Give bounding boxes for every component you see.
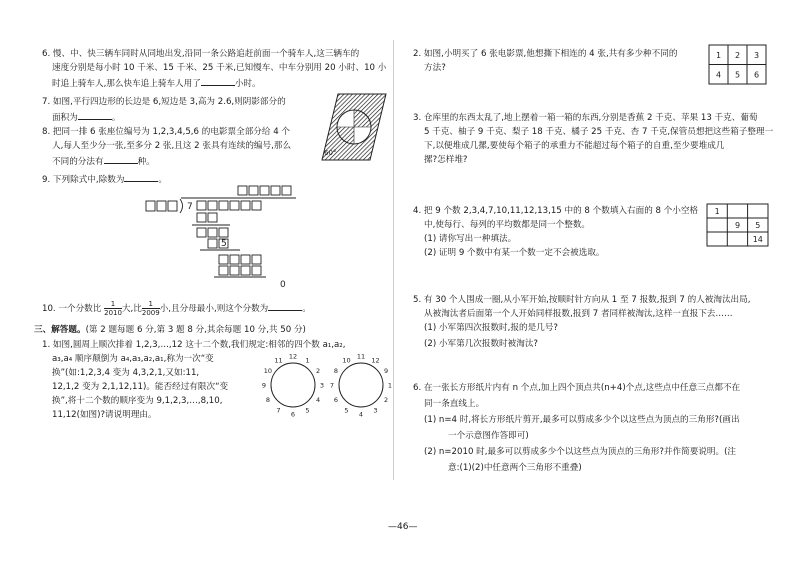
r-q6-line4: 一个示意图作答即可) [448, 431, 529, 441]
circle-number-label: 11 [274, 356, 283, 365]
ticket-number: 4 [715, 70, 722, 80]
r-q2-line2: 方法? [424, 63, 446, 73]
number-circle-original [258, 350, 328, 420]
answer-blank [78, 110, 112, 120]
q8-line1: 8. 把同一排 6 张座位编号为 1,2,3,4,5,6 的电影票全部分给 4 个 [42, 127, 291, 137]
r-q2-line1: 2. 如图,小明买了 6 张电影票,他想撕下相连的 4 张,共有多少种不同的 [413, 49, 678, 59]
circle-number-label: 9 [261, 381, 267, 390]
r-q4-line2: 中,使每行、每列的平均数都是同一个整数。 [424, 220, 591, 230]
r-q3-line3: 下,以便堆成几摞,要使每个箱子的承重力不能超过每个箱子的自重,至少要堆成几 [424, 141, 725, 151]
q9-line1-suffix: 。 [158, 175, 168, 185]
q9-line1-text: 9. 下列除式中,除数为 [42, 175, 125, 185]
q10-line [42, 300, 311, 317]
grid-cell-number: 5 [755, 221, 761, 230]
page-number: —46— [388, 522, 418, 532]
q6-line3-suffix: 小时。 [234, 79, 261, 89]
circle-number-label: 9 [384, 367, 389, 375]
section-3-title: 三、解答题。 [34, 325, 86, 335]
parallelogram-figure [320, 88, 390, 168]
ticket-number: 6 [753, 70, 760, 80]
circle-number-label: 12 [288, 352, 298, 361]
q10-mid1: 大,比 [121, 304, 142, 314]
r-q5-line2: 从被淘汰者后面第一个人开始同样报数,报到 7 者同样被淘汰,这样一直报下去…… [424, 309, 733, 319]
circle-number-label: 2 [316, 367, 321, 375]
section-3-heading [34, 324, 306, 336]
r-q3-line4: 摞?怎样堆? [424, 155, 468, 165]
answer-blank [201, 76, 235, 86]
circle-number-label: 10 [342, 356, 351, 365]
r-q4-line4: (2) 证明 9 个数中有某一个数一定不会被选取。 [424, 248, 605, 258]
fraction-numerator: 1 [104, 300, 122, 309]
circle-number-label: 6 [290, 410, 296, 419]
q6-line3 [52, 76, 261, 90]
long-division-figure [140, 184, 300, 294]
grid-cell-number: 9 [734, 221, 741, 230]
q1-line3: 换”(如:1,2,3,4 变为 4,3,2,1,又如:11, [52, 368, 200, 378]
circle-number-label: 4 [316, 396, 321, 404]
ticket-number: 1 [715, 50, 722, 60]
r-q5-line1: 5. 有 30 个人围成一圈,从小军开始,按顺时针方向从 1 至 7 报数,报到 7 的人被淘汰出局, [413, 295, 751, 305]
r-q4-line3: (1) 请你写出一种填法。 [424, 234, 517, 244]
q9-digit-0: 0 [280, 280, 286, 290]
circle-number-label: 3 [373, 406, 378, 415]
q8-line3-text: 不同的分法有 [52, 157, 104, 167]
r-q4-line1: 4. 把 9 个数 2,3,4,7,10,11,12,13,15 中的 8 个数填入右面的 8 个小空格 [413, 206, 699, 216]
r-q6-line2: 同一条直线上。 [424, 399, 485, 409]
ticket-number: 5 [734, 70, 741, 80]
circle-number-label: 7 [276, 406, 281, 415]
answer-blank [268, 301, 302, 311]
r-q6-line5: (2) n=2010 时,最多可以剪成多少个以这些点为顶点的三角形?并作简要说明。(注 [424, 447, 737, 457]
circle-number-label: 6 [333, 396, 338, 404]
circle-number-label: 5 [305, 406, 310, 415]
q10-prefix: 10. 一个分数比 [42, 304, 102, 314]
answer-blank [124, 172, 158, 182]
circle-number-label: 10 [263, 367, 273, 375]
circle-number-label: 11 [356, 352, 366, 361]
q7-line2-text: 面积为 [52, 113, 78, 123]
q1-line1: 1. 如图,圆周上顺次排着 1,2,3,…,12 这十二个数,我们规定:相邻的四个数 a₁,a₂, [42, 340, 346, 350]
section-3-note: (第 2 题每题 6 分,第 3 题 8 分,其余每题 10 分,共 50 分) [85, 325, 306, 335]
q1-line4: 12,1,2 变为 2,1,12,11)。能否经过有限次“变 [52, 382, 229, 392]
q7-line2 [52, 110, 120, 124]
q1-line2: a₃,a₄ 顺序颠倒为 a₄,a₃,a₂,a₁,称为一次“变 [52, 354, 214, 364]
r-q6-line3: (1) n=4 时,将长方形纸片剪开,最多可以剪成多少个以这些点为顶点的三角形?(画出 [424, 415, 740, 425]
q7-line1: 7. 如图,平行四边形的长边是 6,短边是 3,高为 2.6,则阴影部分的 [42, 97, 286, 107]
fraction-1-2009 [142, 300, 160, 317]
q10-mid2: 小,且分母最小,则这个分数为 [159, 304, 269, 314]
r-q3-line1: 3. 仓库里的东西太乱了,地上摆着一箱一箱的东西,分别是香蕉 2 千克、苹果 13 千克、葡萄 [413, 113, 758, 123]
circle-number-label: 2 [384, 396, 389, 404]
q9-digit-5: 5 [221, 239, 227, 249]
q7-angle-label: 60° [324, 149, 337, 157]
q9-digit-7: 7 [187, 202, 193, 212]
r-q5-line4: (2) 小军第几次报数时被淘汰? [424, 339, 538, 349]
q8-line3-suffix: 种。 [137, 157, 155, 167]
fraction-1-2010 [104, 300, 122, 317]
q6-line3-text: 时追上骑车人,那么快车追上骑车人用了 [52, 79, 201, 89]
q7-line2-suffix: 。 [111, 113, 121, 123]
fraction-denominator: 2009 [141, 309, 160, 317]
circle-number-label: 12 [371, 356, 380, 365]
circle-number-label: 1 [305, 356, 310, 365]
q1-line6: 11,12(如图)?请说明理由。 [52, 410, 157, 420]
ticket-number: 3 [753, 50, 760, 60]
q8-line2: 人,每人至少分一张,至多分 2 张,且这 2 张具有连续的编号,那么 [52, 141, 292, 151]
magic-grid [706, 203, 770, 247]
q6-line1: 6. 慢、中、快三辆车同时从同地出发,沿同一条公路追赶前面一个骑车人,这三辆车的 [42, 49, 360, 59]
circle-number-label: 8 [333, 367, 338, 375]
q10-post: 。 [302, 304, 311, 314]
answer-blank [104, 154, 138, 164]
r-q5-line3: (1) 小军第四次报数时,报的是几号? [424, 323, 558, 333]
fraction-denominator: 2010 [104, 309, 122, 317]
r-q6-line1: 6. 在一张长方形纸片内有 n 个点,加上四个顶点共(n+4)个点,这些点中任意三点都不在 [413, 383, 741, 393]
circle-number-label: 1 [387, 381, 393, 390]
q8-line3 [52, 154, 155, 168]
grid-cell-number: 14 [752, 235, 763, 244]
circle-number-label: 3 [319, 381, 325, 390]
fraction-numerator: 1 [142, 300, 160, 309]
q1-line5: 换”,将十二个数的顺序变为 9,1,2,3,…,8,10, [52, 396, 223, 406]
r-q6-line6: 意:(1)(2)中任意两个三角形不重叠) [448, 463, 582, 473]
circle-number-label: 5 [344, 406, 349, 415]
circle-number-label: 4 [358, 410, 364, 419]
q6-line2: 速度分别是每小时 10 千米、15 千米、25 千米,已知慢车、中车分别用 20 小时、10 小 [52, 63, 387, 73]
r-q3-line2: 5 千克、柚子 9 千克、梨子 18 千克、橘子 25 千克、杏 7 千克,保管员想把这些箱子整理一 [424, 127, 774, 137]
grid-cell-number: 1 [714, 207, 720, 216]
circle-number-label: 8 [265, 396, 270, 404]
circle-number-label: 7 [329, 381, 335, 390]
ticket-number: 2 [734, 50, 741, 60]
ticket-grid [708, 44, 768, 86]
number-circle-target [326, 350, 396, 420]
